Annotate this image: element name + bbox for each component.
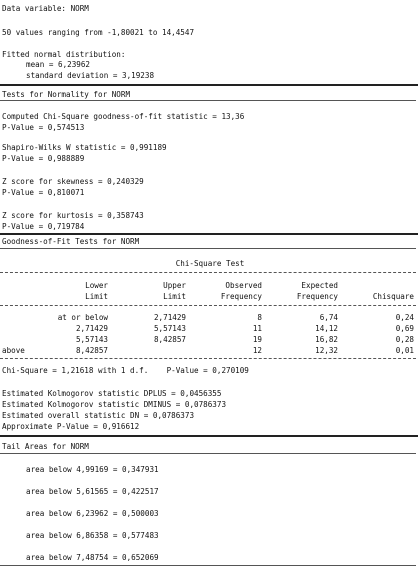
kurtosis-stat: Z score for kurtosis = 0,358743 [2, 211, 144, 220]
chi-square-gof-pvalue: P-Value = 0,574513 [2, 123, 85, 132]
data-variable-line: Data variable: NORM [2, 4, 89, 13]
row-lower: 2,71429 [75, 324, 108, 333]
section-separator [0, 84, 418, 86]
row-observed: 19 [252, 335, 262, 344]
row-observed: 12 [252, 346, 262, 355]
row-observed: 11 [252, 324, 262, 333]
header-rule [0, 248, 416, 249]
sd-line: standard deviation = 3,19238 [26, 71, 155, 80]
row-prefix: above [2, 346, 25, 355]
shapiro-wilks-pvalue: P-Value = 0,988889 [2, 154, 85, 163]
normality-header: Tests for Normality for NORM [2, 90, 131, 99]
row-upper: 8,42857 [153, 335, 186, 344]
shapiro-wilks-stat: Shapiro-Wilks W statistic = 0,991189 [2, 143, 167, 152]
col-chisq-l1 [350, 281, 414, 291]
table-rule [0, 358, 416, 359]
row-chisq: 0,24 [395, 313, 414, 322]
kurtosis-pvalue: P-Value = 0,719784 [2, 222, 85, 231]
header-rule [0, 100, 416, 101]
col-expected-l2: Frequency [296, 292, 338, 301]
col-lower-l1: Lower [85, 281, 108, 290]
chi-square-gof-stat: Computed Chi-Square goodness-of-fit statistic = 13,36 [2, 112, 245, 121]
skewness-pvalue: P-Value = 0,810071 [2, 188, 85, 197]
col-expected-l1: Expected [301, 281, 338, 290]
header-rule [0, 453, 416, 454]
row-upper [136, 346, 186, 356]
range-line: 50 values ranging from -1,80021 to 14,4547 [2, 28, 195, 37]
skewness-stat: Z score for skewness = 0,240329 [2, 177, 144, 186]
row-expected: 16,82 [315, 335, 338, 344]
chi-square-test-title: Chi-Square Test [175, 259, 245, 268]
row-chisq: 0,01 [395, 346, 414, 355]
fitted-distribution-title: Fitted normal distribution: [2, 50, 126, 59]
row-chisq: 0,28 [395, 335, 414, 344]
ks-dplus: Estimated Kolmogorov statistic DPLUS = 0,0456355 [2, 389, 222, 398]
tail-areas-header: Tail Areas for NORM [2, 442, 89, 451]
table-rule [0, 305, 416, 306]
row-lower: at or below [57, 313, 108, 322]
tail-area-line: area below 7,48754 = 0,652069 [26, 553, 159, 562]
row-chisq: 0,69 [395, 324, 414, 333]
row-upper: 2,71429 [153, 313, 186, 322]
col-chisq-l2: Chisquare [372, 292, 414, 301]
row-expected: 14,12 [315, 324, 338, 333]
col-upper-l2: Limit [163, 292, 186, 301]
col-upper-l1: Upper [163, 281, 186, 290]
row-expected: 6,74 [319, 313, 338, 322]
tail-area-line: area below 4,99169 = 0,347931 [26, 465, 159, 474]
col-lower-l2: Limit [85, 292, 108, 301]
tail-area-line: area below 6,23962 = 0,500003 [26, 509, 159, 518]
row-lower: 8,42857 [75, 346, 108, 355]
section-separator [0, 435, 418, 437]
col-observed-l1: Observed [225, 281, 262, 290]
table-rule [0, 272, 416, 273]
ks-pvalue: Approximate P-Value = 0,916612 [2, 422, 140, 431]
tail-area-line: area below 5,61565 = 0,422517 [26, 487, 159, 496]
chi-square-summary: Chi-Square = 1,21618 with 1 d.f. P-Value = 0,270109 [2, 366, 249, 375]
mean-line: mean = 6,23962 [26, 60, 91, 69]
bottom-rule [0, 565, 416, 566]
gof-header: Goodness-of-Fit Tests for NORM [2, 237, 140, 246]
section-separator [0, 233, 418, 235]
row-expected: 12,32 [315, 346, 338, 355]
tail-area-line: area below 6,86358 = 0,577483 [26, 531, 159, 540]
row-upper: 5,57143 [153, 324, 186, 333]
ks-dminus: Estimated Kolmogorov statistic DMINUS = 0,0786373 [2, 400, 227, 409]
col-observed-l2: Frequency [220, 292, 262, 301]
ks-dn: Estimated overall statistic DN = 0,0786373 [2, 411, 195, 420]
row-lower: 5,57143 [75, 335, 108, 344]
row-observed: 8 [257, 313, 262, 322]
